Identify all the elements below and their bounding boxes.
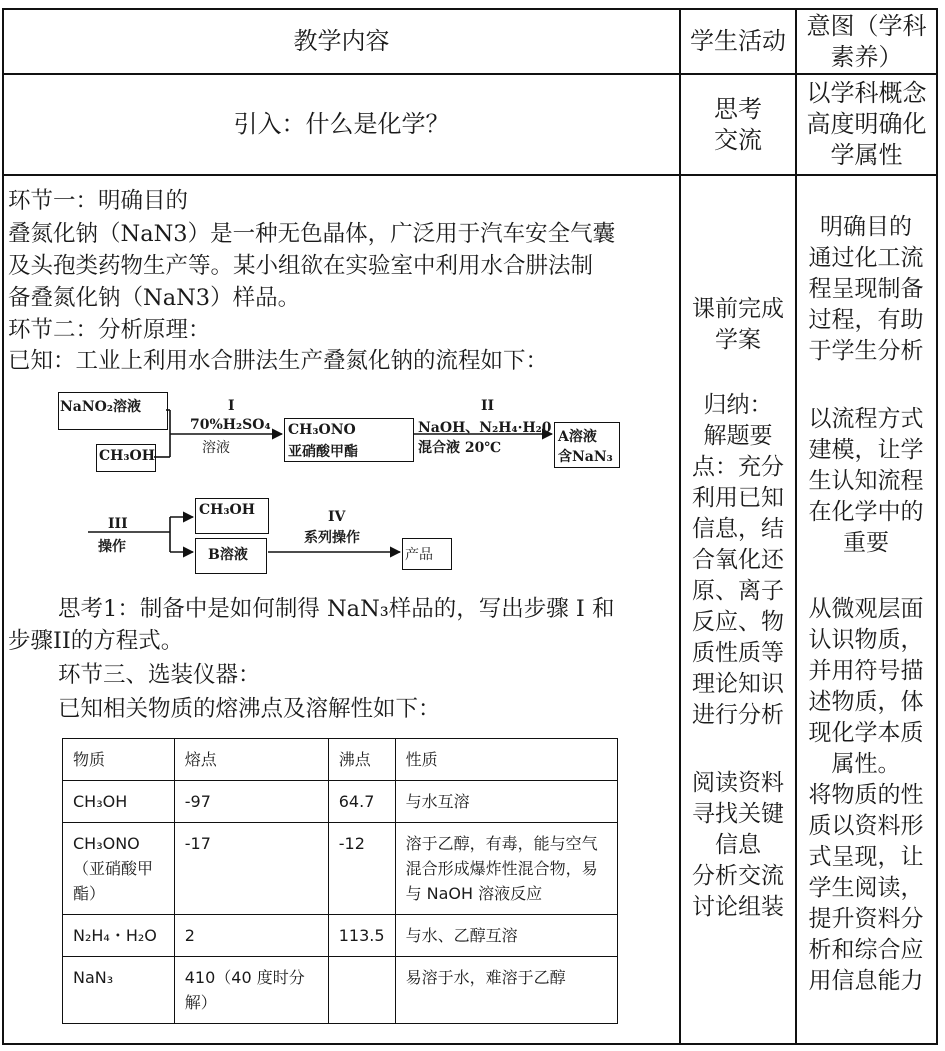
- step3-operation: 操作: [98, 539, 126, 555]
- purpose-modeling: [801, 404, 931, 559]
- purpose-goal-line: 程呈现制备: [808, 276, 924, 302]
- purpose-modeling-line: 以流程方式: [808, 406, 924, 432]
- intro-purpose: [797, 75, 936, 174]
- activity-summary-line: 归纳：: [703, 392, 773, 418]
- table-header-row: [63, 739, 618, 781]
- known-props-text: 已知相关物质的熔沸点及溶解性如下：: [58, 696, 441, 722]
- activity-reading-line: 分析交流: [692, 863, 784, 889]
- section3-title: 环节三、选装仪器：: [58, 662, 261, 688]
- cell-prop: 与水互溶: [395, 781, 617, 823]
- cell-prop: 与水、乙醇互溶: [395, 915, 617, 957]
- purpose-micro-line: 述物质，体: [808, 689, 924, 715]
- header-purpose-line1: 意图（学科: [806, 11, 927, 40]
- table-row: [63, 957, 618, 1024]
- a-solution-line1: A溶液: [558, 429, 597, 445]
- step4-operation: 系列操作: [304, 530, 360, 546]
- b-solution-label: B溶液: [208, 547, 248, 563]
- activity-reading-line: 阅读资料: [692, 770, 784, 796]
- purpose-goal-line: 过程，有助: [808, 307, 924, 333]
- purpose-micro-line: 用信息能力: [808, 968, 924, 994]
- th-melting-point: 熔点: [174, 739, 328, 781]
- purpose-modeling-line: 生认知流程: [808, 468, 924, 494]
- purpose-micro-line: 属性。: [831, 751, 901, 777]
- cell-mp: -97: [174, 781, 328, 823]
- think1-line2: 步骤II的方程式。: [8, 628, 184, 654]
- properties-table: [62, 738, 618, 1024]
- para1-line2: 及头孢类药物生产等。某小组欲在实验室中利用水合肼法制: [8, 253, 594, 279]
- purpose-modeling-line: 重要: [843, 530, 889, 556]
- activity-summary-line: 信息，结: [692, 516, 784, 542]
- purpose-micro-line: 将物质的性: [808, 782, 924, 808]
- purpose-modeling-line: 在化学中的: [808, 499, 924, 525]
- purpose-goal-line: 明确目的: [820, 214, 912, 240]
- cell-bp: 64.7: [328, 781, 395, 823]
- table-border-right: [936, 8, 938, 1045]
- cell-mp: 2: [174, 915, 328, 957]
- cell-bp: 113.5: [328, 915, 395, 957]
- intro-activity-line2: 交流: [714, 125, 762, 154]
- purpose-micro-line: 学生阅读，: [808, 875, 924, 901]
- purpose-goal-line: 于学生分析: [808, 338, 924, 364]
- intro-purpose-line2: 高度明确化: [806, 110, 927, 138]
- activity-prep: [683, 294, 793, 356]
- product-label: 产品: [405, 547, 433, 563]
- purpose-micro-line: 提升资料分: [808, 906, 924, 932]
- reagent2-label: NaOH、N₂H₄·H₂0: [418, 420, 552, 436]
- activity-summary-line: 反应、物: [692, 609, 784, 635]
- th-property: 性质: [395, 739, 617, 781]
- purpose-micro-line: 式呈现，让: [808, 844, 924, 870]
- intro-activity: [681, 75, 795, 174]
- step3-label: III: [108, 516, 128, 532]
- activity-summary-line: 原、离子: [692, 578, 784, 604]
- purpose-micro-line: 从微观层面: [808, 596, 924, 622]
- para1-line1: 叠氮化钠（NaN3）是一种无色晶体，广泛用于汽车安全气囊: [8, 221, 616, 247]
- purpose-micro-line: 并用符号描: [808, 658, 924, 684]
- cell-prop: 溶于乙醇，有毒，能与空气混合形成爆炸性混合物，易与 NaOH 溶液反应: [395, 823, 617, 915]
- header-purpose: [797, 10, 936, 73]
- ch3ono-name: 亚硝酸甲酯: [288, 444, 358, 460]
- activity-summary-line: 解题要: [703, 423, 773, 449]
- activity-summary-line: 理论知识: [692, 671, 784, 697]
- step4-label: IV: [328, 509, 346, 525]
- activity-prep-line: 课前完成: [692, 296, 784, 322]
- purpose-micro: [801, 594, 931, 997]
- purpose-modeling-line: 建模，让学: [808, 437, 924, 463]
- reagent2-note: 混合液 20℃: [418, 440, 502, 456]
- purpose-goal: [801, 212, 931, 367]
- cell-bp: [328, 957, 395, 1024]
- cell-substance: NaN₃: [63, 957, 175, 1024]
- table-row: [63, 915, 618, 957]
- purpose-micro-line: 现化学本质: [808, 720, 924, 746]
- known-flow-text: 已知：工业上利用水合肼法生产叠氮化钠的流程如下：: [8, 348, 549, 374]
- purpose-micro-line: 质以资料形: [808, 813, 924, 839]
- cell-substance: N₂H₄・H₂O: [63, 915, 175, 957]
- activity-prep-line: 学案: [715, 327, 761, 353]
- step1-label: I: [228, 398, 235, 414]
- intro-activity-line1: 思考: [714, 94, 762, 123]
- activity-reading: [683, 768, 793, 923]
- activity-summary-line: 点：充分: [692, 454, 784, 480]
- th-boiling-point: 沸点: [328, 739, 395, 781]
- cell-bp: -12: [328, 823, 395, 915]
- activity-summary-line: 进行分析: [692, 702, 784, 728]
- ch3ono-label: CH₃ONO: [288, 422, 356, 438]
- acid-label: 70%H₂SO₄: [190, 417, 271, 433]
- cell-prop: 易溶于水，难溶于乙醇: [395, 957, 617, 1024]
- think1-line1: 思考1：制备中是如何制得 NaN₃样品的，写出步骤 I 和: [58, 596, 615, 622]
- activity-summary-line: 利用已知: [692, 485, 784, 511]
- cell-substance: CH₃OH: [63, 781, 175, 823]
- ch3oh-input-label: CH₃OH: [99, 448, 155, 464]
- cell-mp: -17: [174, 823, 328, 915]
- header-teaching-content: 教学内容: [293, 27, 390, 55]
- intro-content: 引入：什么是化学？: [233, 110, 450, 138]
- purpose-micro-line: 析和综合应: [808, 937, 924, 963]
- intro-purpose-line3: 学属性: [830, 141, 903, 169]
- activity-summary-line: 质性质等: [692, 640, 784, 666]
- activity-summary: [683, 390, 793, 731]
- header-purpose-line2: 素养）: [830, 42, 903, 71]
- a-solution-line2: 含NaN₃: [558, 449, 613, 465]
- table-row: [63, 781, 618, 823]
- ch3oh-output-label: CH₃OH: [199, 502, 255, 518]
- purpose-micro-line: 认识物质，: [808, 627, 924, 653]
- cell-substance: CH₃ONO（亚硝酸甲酯）: [63, 823, 175, 915]
- activity-reading-line: 信息: [715, 832, 761, 858]
- nano2-label: NaNO₂溶液: [60, 399, 141, 415]
- cell-mp: 410（40 度时分解）: [174, 957, 328, 1024]
- row-divider-2: [2, 174, 938, 176]
- th-substance: 物质: [63, 739, 175, 781]
- section2-title: 环节二：分析原理：: [8, 317, 211, 343]
- table-border-bottom: [2, 1043, 938, 1045]
- step2-label: II: [481, 398, 495, 414]
- section1-title: 环节一：明确目的: [8, 188, 189, 214]
- intro-purpose-line1: 以学科概念: [806, 79, 927, 107]
- para1-line3: 备叠氮化钠（NaN3）样品。: [8, 285, 301, 311]
- table-row: [63, 823, 618, 915]
- activity-reading-line: 寻找关键: [692, 801, 784, 827]
- purpose-goal-line: 通过化工流: [808, 245, 924, 271]
- activity-reading-line: 讨论组装: [692, 894, 784, 920]
- header-student-activity: 学生活动: [690, 27, 786, 55]
- activity-summary-line: 合氧化还: [692, 547, 784, 573]
- acid-note: 溶液: [202, 440, 230, 456]
